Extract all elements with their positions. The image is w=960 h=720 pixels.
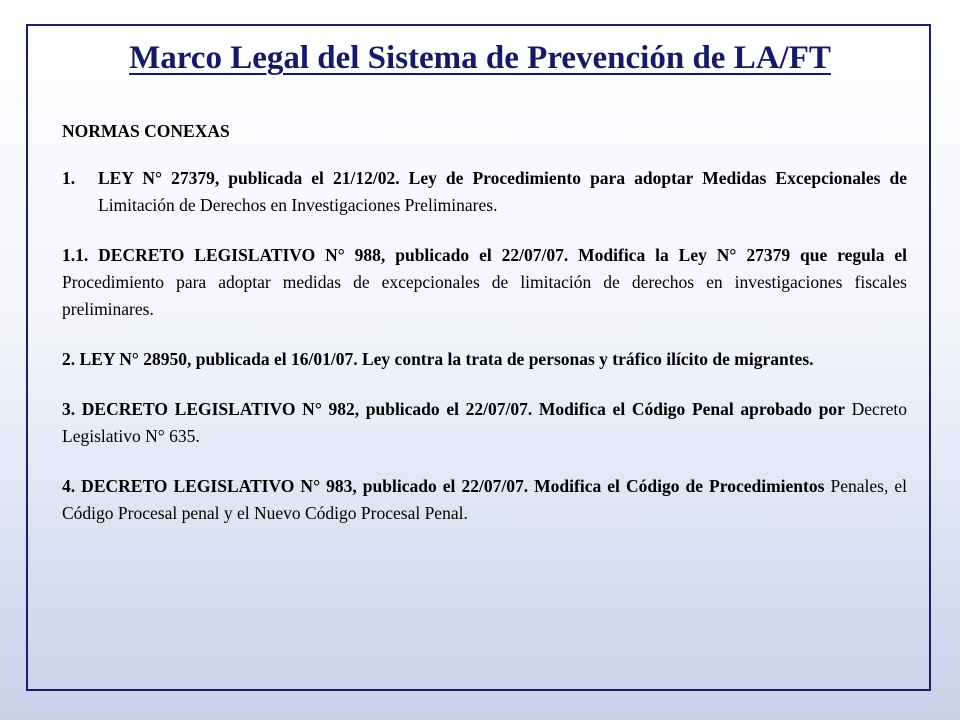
list-item-1-1	[62, 242, 907, 323]
list-item-normal-text: Procedimiento para adoptar medidas de excepcionales de limitación de derechos en investigaciones fiscales preliminares.	[62, 272, 907, 319]
list-item-number: 1.	[62, 168, 76, 188]
section-heading: NORMAS CONEXAS	[62, 121, 230, 141]
list-item-bold-text: 4. DECRETO LEGISLATIVO N° 983, publicado el 22/07/07. Modifica el Código de Procedimientos	[62, 476, 825, 496]
list-item-body	[98, 165, 907, 219]
list-item-normal-text: Decreto Legislativo N° 635.	[62, 399, 907, 446]
slide-title	[0, 40, 960, 77]
list-item-bold-text: LEY N° 27379, publicada el 21/12/02. Ley de Procedimiento para adoptar Medidas Excepcionales de	[98, 168, 907, 188]
slide-content	[62, 118, 907, 550]
list-item-2	[62, 346, 907, 373]
list-item-1	[62, 165, 907, 219]
list-item-normal-text: Limitación de Derechos en Investigaciones Preliminares.	[98, 195, 498, 215]
list-item-bold-text: 1.1. DECRETO LEGISLATIVO N° 988, publicado el 22/07/07. Modifica la Ley N° 27379 que regula el	[62, 245, 907, 265]
list-item-4	[62, 473, 907, 527]
list-item-3	[62, 396, 907, 450]
list-item-bold-text: 3. DECRETO LEGISLATIVO N° 982, publicado el 22/07/07. Modifica el Código Penal aprobado por	[62, 399, 845, 419]
slide-title-text: Marco Legal del Sistema de Prevención de LA/FT	[129, 40, 831, 76]
list-item-normal-text: Penales, el Código Procesal penal y el Nuevo Código Procesal Penal.	[62, 476, 908, 523]
list-item-bold-text: 2. LEY N° 28950, publicada el 16/01/07. Ley contra la trata de personas y tráfico ilícito de migrantes.	[62, 349, 814, 369]
